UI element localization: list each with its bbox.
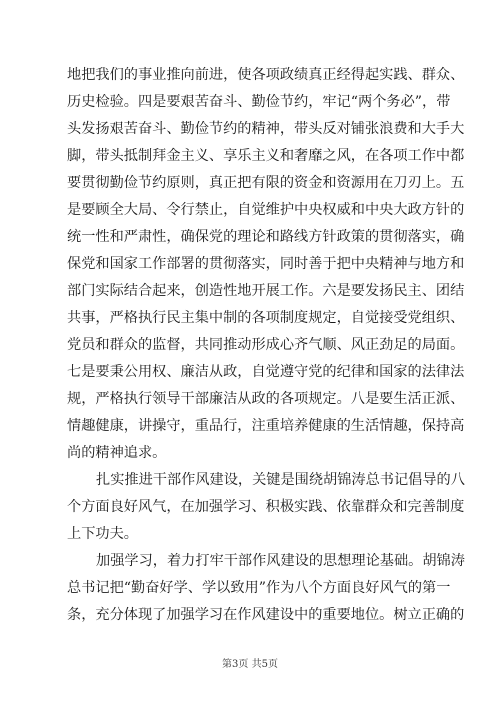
text-line: 脚，带头抵制拜金主义、享乐主义和奢靡之风，在各项工作中都 bbox=[67, 148, 465, 164]
text-line: 头发扬艰苦奋斗、勤俭节约的精神，带头反对铺张浪费和大手大 bbox=[67, 121, 465, 137]
text-line: 地把我们的事业推向前进，使各项政绩真正经得起实践、群众、 bbox=[67, 67, 465, 83]
text-line: 历史检验。四是要艰苦奋斗、勤俭节约，牢记“两个务必”，带 bbox=[67, 94, 451, 110]
text-line: 尚的精神追求。 bbox=[67, 445, 167, 461]
text-line: 规，严格执行领导干部廉洁从政的各项规定。八是要生活正派、 bbox=[67, 391, 465, 407]
text-line: 保党和国家工作部署的贯彻落实，同时善于把中央精神与地方和 bbox=[67, 256, 465, 272]
text-line: 党员和群众的监督，共同推动形成心齐气顺、风正劲足的局面。 bbox=[67, 337, 465, 353]
text-line: 要贯彻勤俭节约原则，真正把有限的资金和资源用在刀刃上。五 bbox=[67, 175, 465, 191]
text-line: 上下功夫。 bbox=[67, 526, 138, 542]
text-line: 七是要秉公用权、廉洁从政，自觉遵守党的纪律和国家的法律法 bbox=[67, 364, 465, 380]
text-line: 个方面良好风气，在加强学习、积极实践、依靠群众和完善制度 bbox=[67, 499, 465, 515]
text-line: 条，充分体现了加强学习在作风建设中的重要地位。树立正确的 bbox=[67, 607, 465, 623]
text-line: 共事，严格执行民主集中制的各项制度规定，自觉接受党组织、 bbox=[67, 310, 465, 326]
text-line: 加强学习，着力打牢干部作风建设的思想理论基础。胡锦涛 bbox=[96, 553, 465, 569]
page-footer: 第3页 共5页 bbox=[222, 659, 278, 670]
text-line: 是要顾全大局、令行禁止，自觉维护中央权威和中央大政方针的 bbox=[67, 202, 465, 218]
text-line: 情趣健康，讲操守，重品行，注重培养健康的生活情趣，保持高 bbox=[67, 418, 465, 434]
text-line: 统一性和严肃性，确保党的理论和路线方针政策的贯彻落实，确 bbox=[67, 229, 465, 245]
text-line: 总书记把“勤奋好学、学以致用”作为八个方面良好风气的第一 bbox=[67, 580, 451, 596]
text-line: 扎实推进干部作风建设，关键是围绕胡锦涛总书记倡导的八 bbox=[96, 472, 465, 488]
text-line: 部门实际结合起来，创造性地开展工作。六是要发扬民主、团结 bbox=[67, 283, 465, 299]
